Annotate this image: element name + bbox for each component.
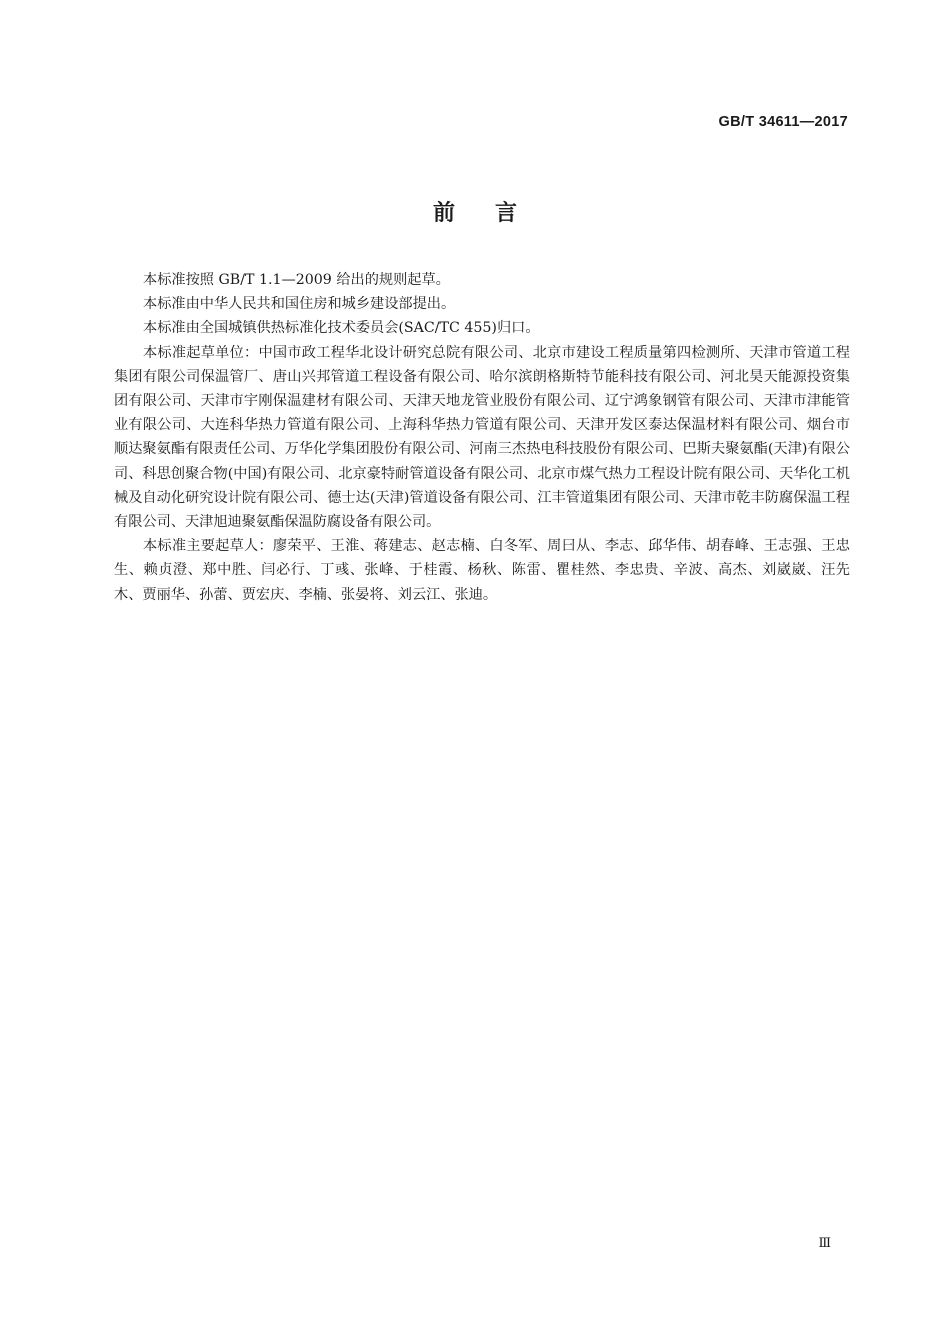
standard-code: GB/T 34611—2017: [718, 114, 848, 130]
paragraph-drafters: 本标准主要起草人：廖荣平、王淮、蒋建志、赵志楠、白冬军、周曰从、李志、邱华伟、胡春峰、王志强、王忠生、赖贞澄、郑中胜、闫必行、丁彧、张峰、于桂霞、杨秋、陈雷、瞿桂然、李忠贵、辛波、高杰、刘崴崴、汪先木、贾丽华、孙蕾、贾宏庆、李楠、张晏将、刘云江、张迪。: [114, 538, 850, 603]
page-title: 前言: [432, 201, 557, 226]
paragraph-drafting-rules: 本标准按照 GB/T 1.1—2009 给出的规则起草。: [143, 272, 450, 288]
paragraph-proposer: 本标准由中华人民共和国住房和城乡建设部提出。: [143, 296, 456, 313]
paragraph-technical-committee: 本标准由全国城镇供热标准化技术委员会(SAC/TC 455)归口。: [143, 320, 540, 337]
foreword-body: [114, 268, 850, 607]
page-number: Ⅲ: [818, 1236, 831, 1251]
paragraph-drafting-units: 本标准起草单位：中国市政工程华北设计研究总院有限公司、北京市建设工程质量第四检测所、天津市管道工程集团有限公司保温管厂、唐山兴邦管道工程设备有限公司、哈尔滨朗格斯特节能科技有限公司、河北昊天能源投资集团有限公司、天津市宇刚保温建材有限公司、天津天地龙管业股份有限公司、辽宁鸿象钢管有限公司、天津市津能管业有限公司、大连科华热力管道有限公司、上海科华热力管道有限公司、天津开发区泰达保温材料有限公司、烟台市顺达聚氨酯有限责任公司、万华化学集团股份有限公司、河南三杰热电科技股份有限公司、巴斯夫聚氨酯(天津)有限公司、科思创聚合物(中国)有限公司、北京豪特耐管道设备有限公司、北京市煤气热力工程设计院有限公司、天华化工机械及自动化研究设计院有限公司、德士达(天津)管道设备有限公司、江丰管道集团有限公司、天津市乾丰防腐保温工程有限公司、天津旭迪聚氨酯保温防腐设备有限公司。: [114, 344, 850, 531]
